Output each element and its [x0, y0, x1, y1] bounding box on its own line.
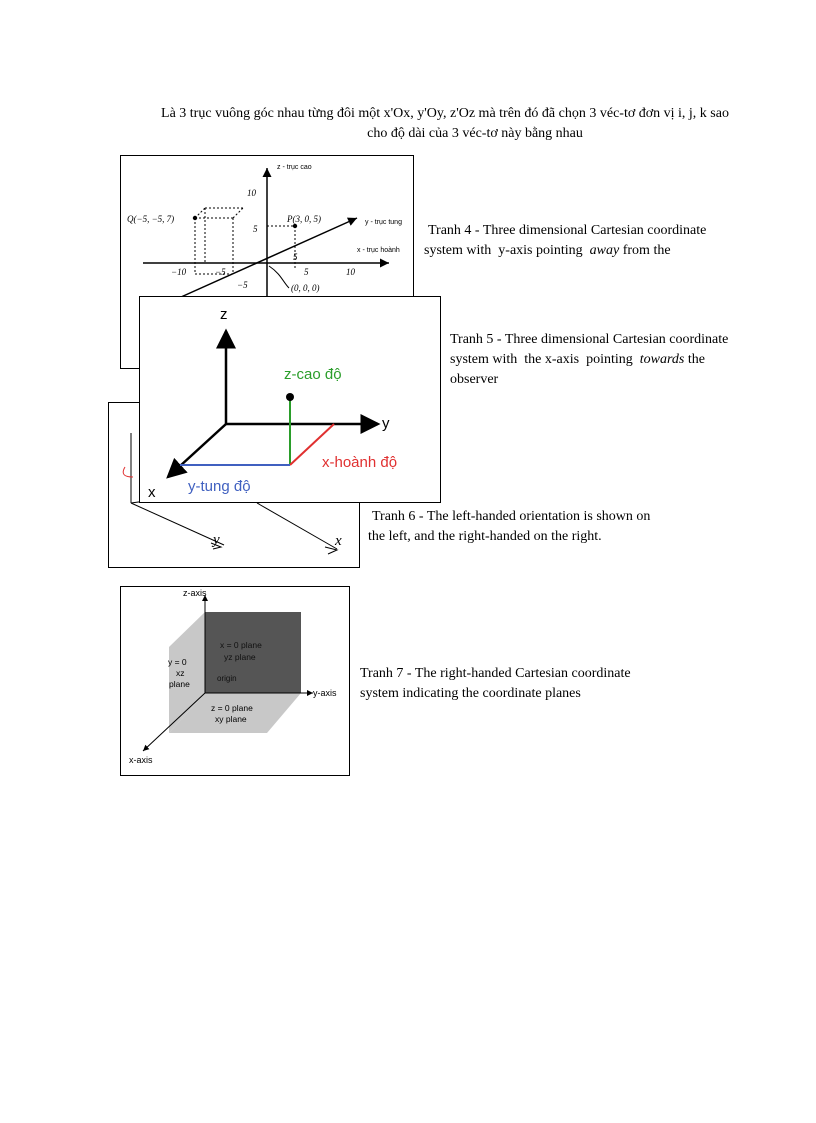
- fig4-tick-y5: 5: [293, 252, 298, 262]
- fig7-plane-label: plane: [169, 679, 190, 689]
- fig5-x-label: x: [148, 484, 156, 501]
- fig4-caption-text-b: from the: [619, 243, 671, 258]
- fig7-y-axis-label: y-axis: [313, 688, 337, 698]
- fig7-xz-label: xz: [176, 668, 185, 678]
- fig4-q-label: Q(−5, −5, 7): [127, 214, 175, 224]
- fig5-caption-text-b: the: [684, 352, 705, 367]
- intro-line-1: Là 3 trục vuông góc nhau từng đôi một x'Ox, y'Oy, z'Oz mà trên đó đã chọn 3 véc-tơ đơn vị i, j, k sao: [161, 106, 729, 121]
- fig4-tick-p10: 10: [346, 267, 355, 277]
- figure-5-graph: [140, 297, 440, 502]
- fig7-origin-label: origin: [217, 674, 237, 683]
- figure-5-caption: [450, 330, 780, 390]
- fig4-tick-p5: 5: [304, 267, 309, 277]
- fig4-origin-label: (0, 0, 0): [291, 283, 320, 293]
- fig4-tick-n10: −10: [171, 267, 187, 277]
- fig5-point: [286, 393, 294, 401]
- fig5-caption-text-a: system with the x-axis pointing: [450, 352, 640, 367]
- fig4-origin-pointer: [269, 266, 289, 288]
- fig7-xy-plane-label: xy plane: [215, 714, 247, 724]
- fig4-tick-n5: −5: [215, 267, 226, 277]
- fig7-x-axis-label: x-axis: [129, 755, 153, 765]
- fig4-z-label: z - trục cao: [277, 164, 312, 171]
- fig4-caption-text-a: system with y-axis pointing: [424, 243, 590, 258]
- intro-paragraph: [110, 104, 780, 144]
- figure-4-caption: [424, 221, 754, 261]
- fig6-right-axis-label: x: [335, 533, 342, 549]
- fig4-p-label: P(3, 0, 5): [287, 214, 321, 224]
- fig6-caption-line-1: Tranh 6 - The left-handed orientation is shown on: [372, 509, 651, 524]
- fig4-tick-z5: 5: [253, 224, 258, 234]
- fig6-left-axis-label: y: [213, 532, 220, 548]
- fig5-x-hoanh-label: x-hoành độ: [322, 454, 398, 471]
- fig7-z-axis-label: z-axis: [183, 588, 207, 598]
- intro-line-2: cho độ dài của 3 véc-tơ này bằng nhau: [367, 126, 583, 141]
- fig4-caption-line-1: Tranh 4 - Three dimensional Cartesian coordinate: [428, 223, 707, 238]
- fig4-caption-line-2: [424, 241, 754, 261]
- fig5-z-cao-label: z-cao độ: [284, 366, 342, 383]
- fig4-point-q: [193, 216, 197, 220]
- fig4-y-axis: [161, 218, 357, 306]
- fig5-caption-line-3: observer: [450, 372, 499, 387]
- fig4-caption-emphasis: away: [589, 243, 620, 258]
- figure-7-caption: [360, 664, 690, 704]
- figure-5: [139, 296, 441, 503]
- fig5-caption-emphasis: towards: [639, 352, 685, 367]
- fig7-caption-line-2: system indicating the coordinate planes: [360, 686, 581, 701]
- fig4-tick-z10: 10: [247, 188, 256, 198]
- fig6-caption-line-2: the left, and the right-handed on the right.: [368, 529, 602, 544]
- fig5-x-axis: [168, 424, 226, 477]
- figure-6-caption: [368, 507, 708, 547]
- fig7-yz-plane-label: yz plane: [224, 652, 256, 662]
- fig5-caption-line-2: [450, 350, 780, 370]
- fig5-z-label: z: [220, 306, 228, 323]
- fig4-x-label: x - trục hoành: [357, 247, 400, 254]
- fig6-rotation-arrow: [123, 467, 133, 477]
- fig6-left-y-axis: [131, 503, 224, 545]
- fig5-y-label: y: [382, 415, 390, 432]
- figure-7: [120, 586, 350, 776]
- fig7-x0-plane-label: x = 0 plane: [220, 640, 262, 650]
- fig7-z0-plane-label: z = 0 plane: [211, 703, 253, 713]
- fig5-y-tung-label: y-tung độ: [188, 478, 251, 495]
- fig4-dotted-box: [195, 208, 295, 274]
- fig4-tick-zn5: −5: [237, 280, 248, 290]
- fig5-caption-line-1: Tranh 5 - Three dimensional Cartesian coordinate: [450, 332, 729, 347]
- fig7-y0-label: y = 0: [168, 657, 187, 667]
- fig6-right-x-axis: [257, 503, 337, 549]
- fig4-point-p: [293, 224, 297, 228]
- fig4-y-label: y - trục tung: [365, 219, 402, 226]
- fig7-caption-line-1: Tranh 7 - The right-handed Cartesian coordinate: [360, 666, 631, 681]
- figure-7-graph: [121, 587, 349, 775]
